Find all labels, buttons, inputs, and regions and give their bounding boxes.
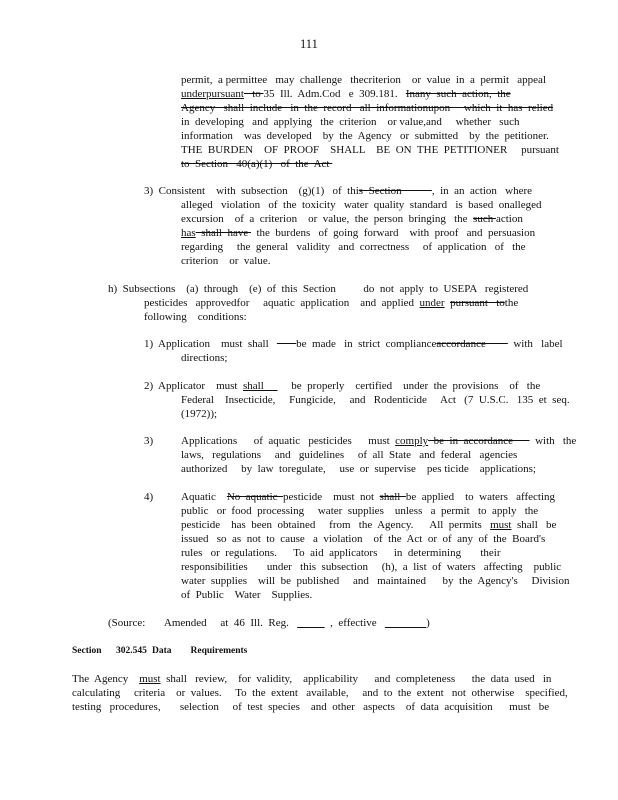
text-line xyxy=(181,547,501,560)
text-run: h) Subsections (a) through (e) of this Section do not apply to USEPA registered xyxy=(108,283,529,295)
text-line xyxy=(181,102,553,115)
section-title: Data Requirements xyxy=(152,646,248,656)
text-run: action xyxy=(495,213,523,225)
text-line xyxy=(181,130,549,143)
struck-text: shall xyxy=(379,491,406,503)
struck-text: such xyxy=(473,213,496,225)
text-line xyxy=(144,311,247,324)
text-line xyxy=(181,449,517,462)
text-run: 2) Applicator must xyxy=(144,380,243,392)
text-line xyxy=(181,533,545,546)
text-line xyxy=(144,380,540,393)
inserted-text xyxy=(297,617,325,629)
text-line xyxy=(144,338,563,351)
inserted-text: under xyxy=(419,297,445,309)
text-line xyxy=(181,199,541,212)
text-line xyxy=(181,255,271,268)
condition-label: 3) xyxy=(144,435,154,447)
text-run: following conditions: xyxy=(144,311,247,323)
text-run: 3) Consistent with subsection (g)(1) of thi xyxy=(144,185,359,197)
text-run: , effective xyxy=(324,617,385,629)
text-line xyxy=(108,283,528,296)
text-run: alleged violation of the toxicity water quality standard is based onalleged xyxy=(181,199,542,211)
text-line xyxy=(181,519,556,532)
text-run: issued so as not to cause a violation of the Act or of any of the Board's xyxy=(181,533,546,545)
text-run: the xyxy=(504,297,519,309)
text-run: Applications of aquatic pesticides must xyxy=(181,435,396,447)
text-line xyxy=(181,74,546,87)
condition-label: 4) xyxy=(144,491,154,503)
page-number: 111 xyxy=(300,37,318,51)
text-run: be made in strict compliance xyxy=(296,338,437,350)
struck-text: shall have xyxy=(195,227,251,239)
text-line xyxy=(72,673,551,686)
text-line xyxy=(72,701,549,714)
text-run: , in an action where xyxy=(431,185,533,197)
text-run: (Source: Amended at 46 Ill. Reg. xyxy=(108,617,298,629)
text-run: of Public Water Supplies. xyxy=(181,589,313,601)
inserted-text: comply xyxy=(395,435,429,447)
source-note xyxy=(108,617,430,630)
text-line xyxy=(181,505,538,518)
text-run: rules or regulations. To aid applicators in determining their xyxy=(181,547,501,559)
text-run: permit, a permittee may challenge thecriterion or value in a permit appeal xyxy=(181,74,546,86)
text-run: calculating criteria or values. To the extent available, and to the extent not otherwise specified, xyxy=(72,687,568,699)
section-label: Section xyxy=(72,646,102,656)
text-run: directions; xyxy=(181,352,228,364)
struck-text: be in accordance xyxy=(428,435,530,447)
text-run: the burdens of going forward with proof and persuasion xyxy=(250,227,536,239)
text-run: pesticide has been obtained from the Agency. All permits xyxy=(181,519,491,531)
text-line xyxy=(181,463,536,476)
text-run: be applied to waters affecting xyxy=(405,491,556,503)
inserted-text: must xyxy=(490,519,512,531)
text-run: shall be xyxy=(511,519,557,531)
text-line xyxy=(181,227,535,240)
text-run: criterion or value. xyxy=(181,255,271,267)
struck-text: to Section 40(a)(1) of the Act xyxy=(181,158,333,170)
text-run: responsibilities under this subsection (h), a list of waters affecting public xyxy=(181,561,562,573)
text-run: information was developed by the Agency or submitted by the petitioner. xyxy=(181,130,549,142)
text-run: public or food processing water supplies unless a permit to apply the xyxy=(181,505,539,517)
text-run: in developing and applying the criterion or value,and whether such xyxy=(181,116,520,128)
struck-text: accordance xyxy=(436,338,508,350)
text-run: with the xyxy=(529,435,577,447)
inserted-text: must xyxy=(139,673,161,685)
text-line xyxy=(181,575,569,588)
struck-text: Agency shall include in the record all informationupon which it has relied xyxy=(181,102,554,114)
text-run: excursion of a criterion or value, the person bringing the xyxy=(181,213,474,225)
text-line xyxy=(181,589,312,602)
text-run: shall review, for validity, applicability and completeness the data used in xyxy=(160,673,552,685)
text-run: water supplies will be published and maintained by the Agency's Division xyxy=(181,575,570,587)
struck-text: pursuant to xyxy=(450,297,505,309)
struck-text: No aquatic xyxy=(226,491,284,503)
text-run: testing procedures, selection of test species and other aspects of data acquisition must be xyxy=(72,701,550,713)
text-run: authorized by law toregulate, use or supervise pes ticide applications; xyxy=(181,463,536,475)
text-run: laws, regulations and guidelines of all State and federal agencies xyxy=(181,449,518,461)
section-number: 302.545 xyxy=(116,646,147,656)
struck-text xyxy=(277,338,296,350)
struck-text: Inany such action, the xyxy=(405,88,511,100)
inserted-text: has xyxy=(181,227,196,239)
text-line xyxy=(72,687,568,700)
struck-text: to xyxy=(243,88,264,100)
text-run: The Agency xyxy=(72,673,140,685)
text-line xyxy=(181,352,227,365)
text-line xyxy=(181,144,559,157)
struck-text: s Section xyxy=(358,185,432,197)
text-run: with label xyxy=(507,338,563,350)
inserted-text: underpursuant xyxy=(181,88,244,100)
text-run: regarding the general validity and correctness of application of the xyxy=(181,241,526,253)
text-run: pesticides approvedfor aquatic application and applied xyxy=(144,297,420,309)
text-line xyxy=(181,408,217,421)
text-run: Aquatic xyxy=(181,491,227,503)
text-line xyxy=(144,297,518,310)
text-line xyxy=(181,491,555,504)
text-line xyxy=(181,88,511,101)
text-run: 35 Ill. Adm.Cod e 309.181. xyxy=(263,88,406,100)
text-line xyxy=(181,158,332,171)
text-run: pesticide must not xyxy=(283,491,380,503)
text-run: (1972)); xyxy=(181,408,218,420)
text-run: Federal Insecticide, Fungicide, and Rodenticide Act (7 U.S.C. 135 et seq. xyxy=(181,394,570,406)
text-run: be properly certified under the provisions of the xyxy=(277,380,541,392)
text-line xyxy=(181,213,523,226)
text-line xyxy=(181,394,570,407)
text-run: THE BURDEN OF PROOF SHALL BE ON THE PETITIONER pursuant xyxy=(181,144,559,156)
text-line xyxy=(181,435,576,448)
text-line xyxy=(144,185,532,198)
inserted-text: shall xyxy=(243,380,278,392)
text-line xyxy=(181,116,519,129)
text-run: 1) Application must shall xyxy=(144,338,277,350)
text-run: ) xyxy=(426,617,430,629)
inserted-text xyxy=(385,617,426,629)
text-line xyxy=(181,561,561,574)
text-line xyxy=(181,241,526,254)
